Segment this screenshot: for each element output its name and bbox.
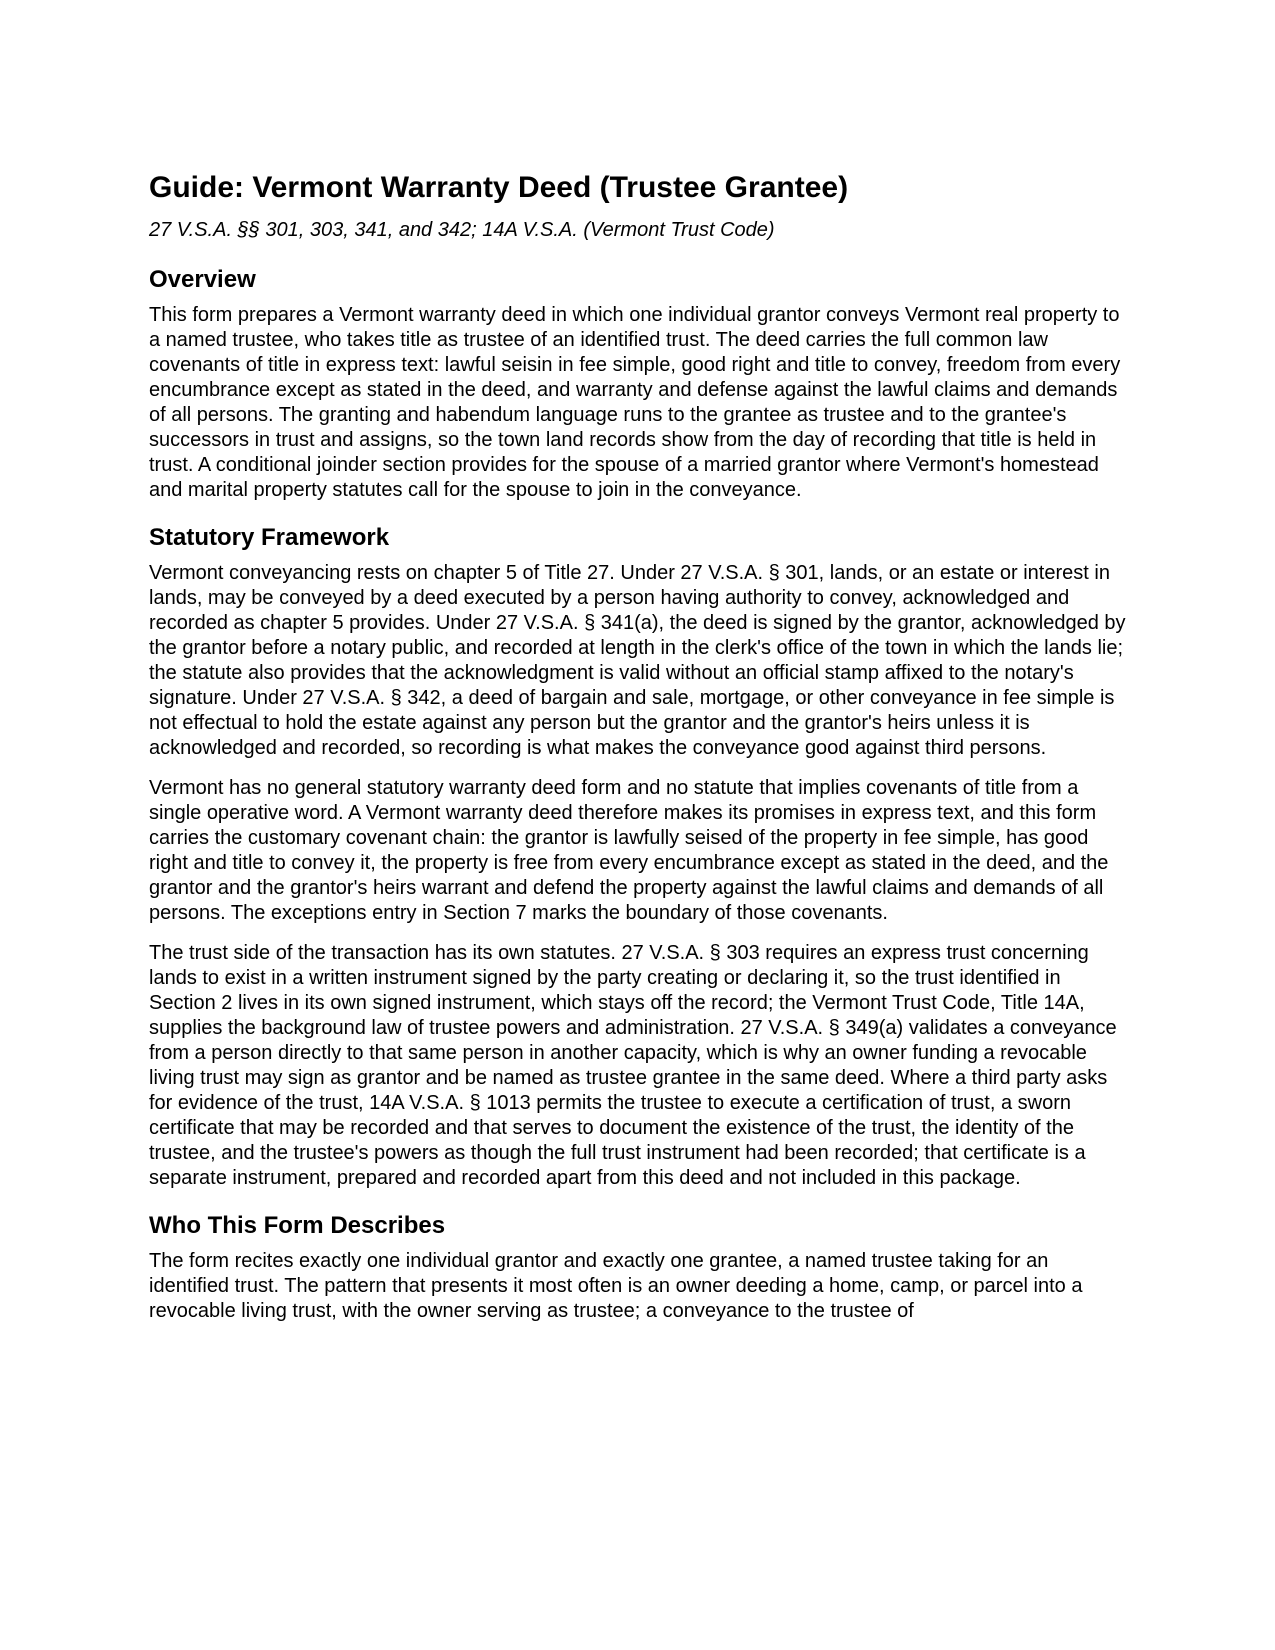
document-title: Guide: Vermont Warranty Deed (Trustee Grantee)	[149, 171, 849, 204]
overview-heading: Overview	[149, 266, 256, 293]
statutory-framework-section	[149, 524, 1129, 1191]
who-this-form-describes-heading: Who This Form Describes	[149, 1212, 446, 1239]
overview-section	[149, 266, 1129, 503]
framework-paragraph: The trust side of the transaction has its own statutes. 27 V.S.A. § 303 requires an express trust concerning lands to exist in a written instrument signed by the party creating or declaring it, so the trust identified in Section 2 lives in its own signed instrument, which stays off the record; the Vermont Trust Code, Title 14A, supplies the background law of trustee powers and administration. 27 V.S.A. § 349(a) validates a conveyance from a person directly to that same person in another capacity, which is why an owner funding a revocable living trust may sign as grantor and be named as trustee grantee in the same deed. Where a third party asks for evidence of the trust, 14A V.S.A. § 1013 permits the trustee to execute a certification of trust, a sworn certificate that may be recorded and that serves to document the existence of the trust, the identity of the trustee, and the trustee's powers as though the full trust instrument had been recorded; that certificate is a separate instrument, prepared and recorded apart from this deed and not included in this package.	[149, 942, 1117, 1189]
statutory-citation-subtitle: 27 V.S.A. §§ 301, 303, 341, and 342; 14A V.S.A. (Vermont Trust Code)	[149, 219, 775, 241]
framework-paragraph: Vermont has no general statutory warranty deed form and no statute that implies covenants of title from a single operative word. A Vermont warranty deed therefore makes its promises in express text, and this form carries the customary covenant chain: the grantor is lawfully seised of the property in fee simple, has good right and title to convey it, the property is free from every encumbrance except as stated in the deed, and the grantor and the grantor's heirs warrant and defend the property against the lawful claims and demands of all persons. The exceptions entry in Section 7 marks the boundary of those covenants.	[149, 777, 1109, 924]
overview-paragraph: This form prepares a Vermont warranty deed in which one individual grantor conveys Vermont real property to a named trustee, who takes title as trustee of an identified trust. The deed carries the full common law covenants of title in express text: lawful seisin in fee simple, good right and title to convey, freedom from every encumbrance except as stated in the deed, and warranty and defense against the lawful claims and demands of all persons. The granting and habendum language runs to the grantee as trustee and to the grantee's successors in trust and assigns, so the town land records show from the day of recording that title is held in trust. A conditional joinder section provides for the spouse of a married grantor where Vermont's homestead and marital property statutes call for the spouse to join in the conveyance.	[149, 304, 1121, 501]
who-paragraph: The form recites exactly one individual grantor and exactly one grantee, a named trustee taking for an identified trust. The pattern that presents it most often is an owner deeding a home, camp, or parcel into a revocable living trust, with the owner serving as trustee; a conveyance to the trustee of	[149, 1250, 1083, 1322]
who-this-form-describes-section	[149, 1212, 1129, 1324]
framework-paragraph: Vermont conveyancing rests on chapter 5 of Title 27. Under 27 V.S.A. § 301, lands, or an estate or interest in lands, may be conveyed by a deed executed by a person having authority to convey, acknowledged and recorded as chapter 5 provides. Under 27 V.S.A. § 341(a), the deed is signed by the grantor, acknowledged by the grantor before a notary public, and recorded at length in the clerk's office of the town in which the lands lie; the statute also provides that the acknowledgment is valid without an official stamp affixed to the notary's signature. Under 27 V.S.A. § 342, a deed of bargain and sale, mortgage, or other conveyance in fee simple is not effectual to hold the estate against any person but the grantor and the grantor's heirs unless it is acknowledged and recorded, so recording is what makes the conveyance good against third persons.	[149, 562, 1126, 759]
document-page	[149, 170, 1129, 1324]
statutory-framework-heading: Statutory Framework	[149, 524, 390, 551]
